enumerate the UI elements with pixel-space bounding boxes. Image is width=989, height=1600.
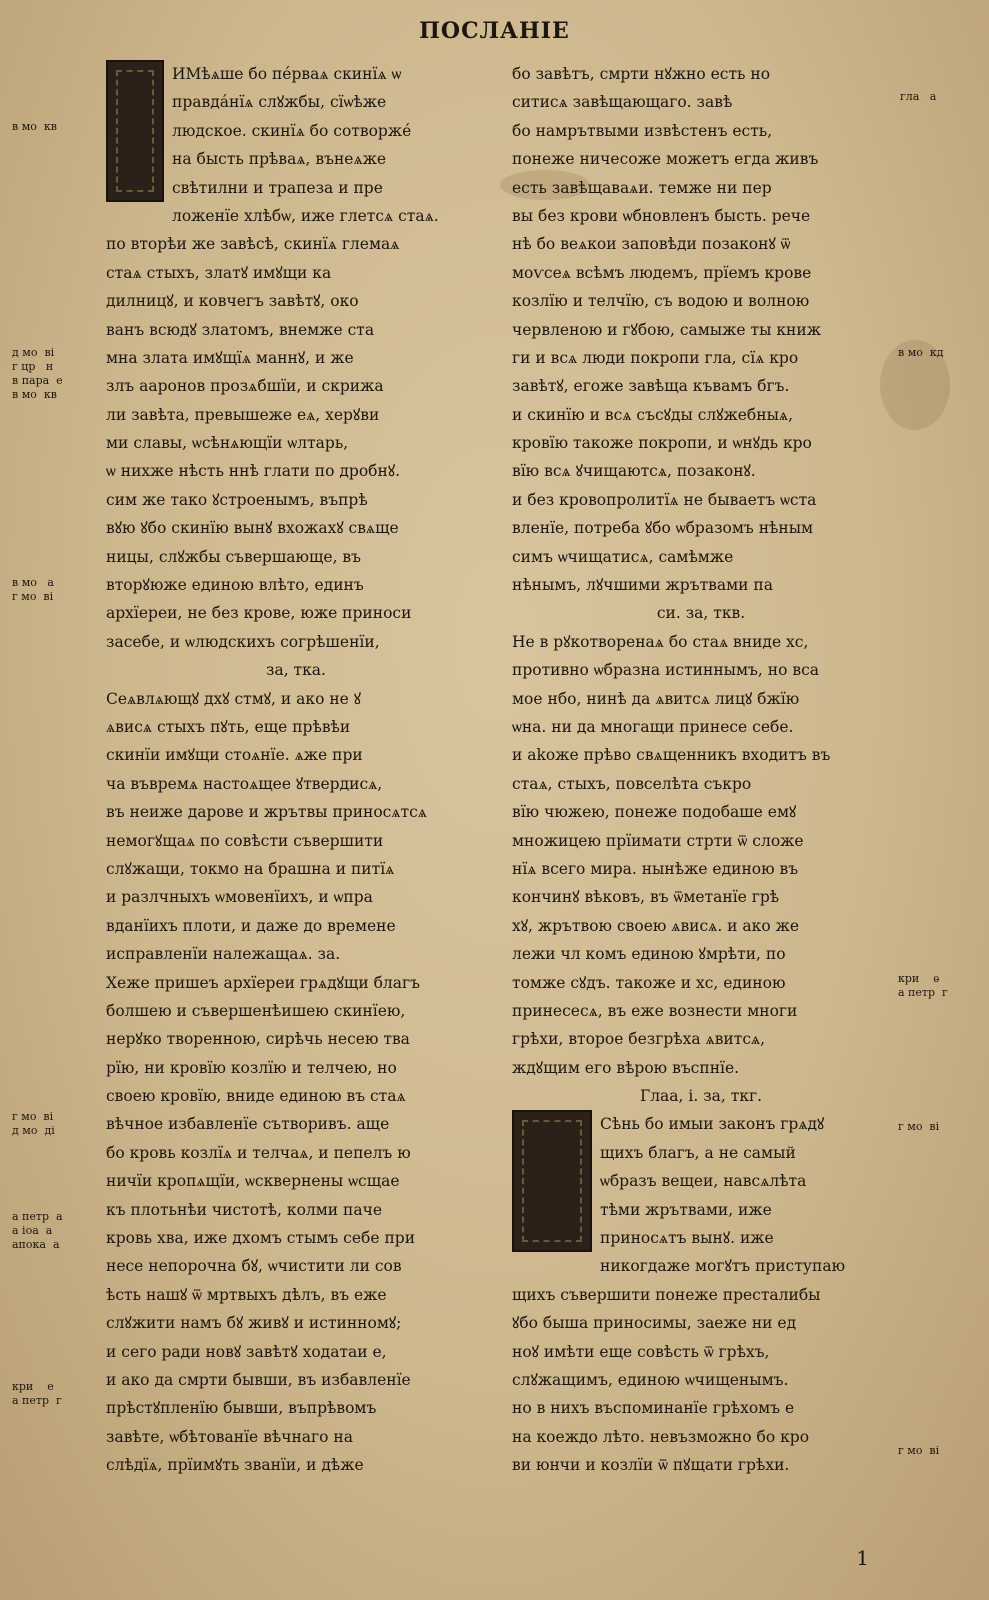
text-line: за, тка. <box>266 661 326 680</box>
text-line: нѣ бо веѧкои заповѣди позаконꙋ ѿ <box>512 235 791 254</box>
text-line: болшею и съвершенѣишею скинїею, <box>106 1001 406 1020</box>
text-line: щихъ съвершити понеже престалибы <box>512 1285 821 1304</box>
text-line: нїѧ всего мира. нынѣже единою въ <box>512 859 799 878</box>
text-line: по вторѣи же завѣсѣ, скинїѧ глемаѧ <box>106 235 400 254</box>
left-column <box>106 60 486 1480</box>
text-line: и скинїю и всѧ съсꙋды слꙋжебныѧ, <box>512 405 793 424</box>
text-line: принесесѧ, въ еже вознести многи <box>512 1001 798 1020</box>
text-line: тѣми жрътвами, иже <box>600 1200 772 1219</box>
text-line: завѣте, ѡбѣтованїе вѣчнаго на <box>106 1427 353 1446</box>
text-line: вїю всѧ ꙋчищаютсѧ, позаконꙋ. <box>512 462 756 481</box>
text-line: вторꙋюже единою влѣто, единъ <box>106 576 364 595</box>
text-line: червленою и гꙋбою, самыже ты книж <box>512 320 821 339</box>
text-line: слѣдїѧ, прїимꙋть званїи, и дѣже <box>106 1456 364 1475</box>
text-line: но в нихъ въспоминанїе грѣхомъ е <box>512 1399 795 1418</box>
text-line: ницы, слꙋжбы съвершающе, въ <box>106 547 362 566</box>
decorated-initial-icon <box>106 60 164 202</box>
text-line: бо намрътвыми извѣстенъ есть, <box>512 121 773 140</box>
text-line: Сѣнь бо имыи законъ грѧдꙋ <box>600 1115 825 1134</box>
text-line: понеже ничесоже можетъ егда живъ <box>512 150 819 169</box>
text-line: стаѧ стыхъ, златꙋ имꙋщи ка <box>106 263 332 282</box>
text-line: козлїю и телчїю, съ водою и волною <box>512 292 810 311</box>
text-line: томже сꙋдъ. такоже и хс, единою <box>512 973 786 992</box>
margin-note: в мо кв <box>12 120 57 133</box>
text-line: архїереи, не без крове, юже приноси <box>106 604 412 623</box>
text-line: ми славы, ѡсѣнѧющїи ѡлтарь, <box>106 434 349 453</box>
text-line: вленїе, потреба ꙋбо ѡбразомъ нѣным <box>512 519 814 538</box>
text-line: ѡ нихже нѣсть ннѣ глати по дробнꙋ. <box>106 462 401 481</box>
text-line: кровь хва, иже дхомъ стымъ себе при <box>106 1229 416 1248</box>
text-line: ча въвремѧ настоѧщее ꙋтвердисѧ, <box>106 774 383 793</box>
text-line: нѣнымъ, лꙋчшими жрътвами па <box>512 576 774 595</box>
text-line: къ плотьнѣи чистотѣ, колми паче <box>106 1200 383 1219</box>
text-line: вданїихъ плоти, и даже до времене <box>106 916 396 935</box>
text-line: множицею прїимати стрти ѿ сложе <box>512 831 804 850</box>
text-line: въ неиже дарове и жрътвы приносѧтсѧ <box>106 803 427 822</box>
text-line: прѣстꙋпленїю бывши, въпрѣвомъ <box>106 1399 377 1418</box>
text-line: слꙋжащи, токмо на брашна и питїѧ <box>106 859 395 878</box>
text-line: ѧвисѧ стыхъ пꙋть, еще прѣвѣи <box>106 717 351 736</box>
text-line: кончинꙋ вѣковъ, въ ѿметанїе грѣ <box>512 888 780 907</box>
text-line: мна злата имꙋщїѧ маннꙋ, и же <box>106 348 354 367</box>
margin-note: кри е а петр г <box>12 1380 62 1407</box>
text-line: исправленїи належащаѧ. за. <box>106 945 341 964</box>
text-line: ги и всѧ люди покропи гла, сїѧ кро <box>512 348 799 367</box>
text-line: стаѧ, стыхъ, повселѣта съкро <box>512 774 752 793</box>
text-line: бо кровь козлїѧ и телчаѧ, и пепелъ ю <box>106 1143 411 1162</box>
text-line: несе непорочна бꙋ, ѡчистити ли сов <box>106 1257 402 1276</box>
text-line: хꙋ, жрътвою своею ѧвисѧ. и ако же <box>512 916 800 935</box>
text-line: никогдаже могꙋтъ приступаю <box>600 1257 846 1276</box>
text-line: Глаа, і. за, ткг. <box>639 1087 763 1106</box>
text-line: скинїи имꙋщи стоѧнїе. ѧже при <box>106 746 363 765</box>
text-line: вꙋю ꙋбо скинїю вынꙋ вхожахꙋ свѧще <box>106 519 399 538</box>
text-line: нерꙋко творенною, сирѣчь несею тва <box>106 1030 410 1049</box>
page-title: ПОСЛАНІЕ <box>419 18 570 44</box>
text-line: слꙋжащимъ, единою ѡчищенымъ. <box>512 1370 789 1389</box>
text-line: ситисѧ завѣщающаго. завѣ <box>512 93 733 112</box>
margin-note: г мо ві д мо ді <box>12 1110 55 1137</box>
text-line: немогꙋщаѧ по совѣсти съвершити <box>106 831 384 850</box>
margin-note: в мо кд <box>898 346 944 359</box>
text-line: грѣхи, второе безгрѣха ѧвитсѧ, <box>512 1030 766 1049</box>
margin-note: кри ѳ а петр г <box>898 972 948 999</box>
text-line: свѣтилни и трапеза и пре <box>172 178 383 197</box>
text-line: людское. скинїѧ бо сотворжé <box>172 121 412 140</box>
text-line: и ако да смрти бывши, въ избавленїе <box>106 1370 411 1389</box>
text-line: Не в рꙋкотворенаѧ бо стаѧ вниде хс, <box>512 632 809 651</box>
text-line: есть завѣщаваѧи. темже ни пер <box>512 178 772 197</box>
text-line: на коеждо лѣто. невъзможно бо кро <box>512 1427 810 1446</box>
text-line: ноꙋ имѣти еще совѣсть ѿ грѣхъ, <box>512 1342 770 1361</box>
text-line: завѣтꙋ, егоже завѣща къвамъ бгъ. <box>512 377 790 396</box>
text-line: моѵсеѧ всѣмъ людемъ, прїемъ крове <box>512 263 812 282</box>
text-line: Сеѧвлѧющꙋ дхꙋ стмꙋ, и ако не ꙋ <box>106 689 362 708</box>
text-line: ложенїе хлѣбѡ, иже глетсѧ стаѧ. <box>172 206 439 225</box>
text-line: и аkоже прѣво свѧщенникъ входитъ въ <box>512 746 831 765</box>
text-line: си. за, ткв. <box>656 604 746 623</box>
text-line: Хеже пришеъ архїереи грѧдꙋщи благъ <box>106 973 420 992</box>
margin-note: г мо ві <box>898 1444 940 1457</box>
margin-note: а петр а а іоа а апока а <box>12 1210 63 1251</box>
text-line: и разлчныхъ ѡмовенїихъ, и ѡпра <box>106 888 373 907</box>
margin-note: в мо а г мо ві <box>12 576 54 603</box>
text-line: ванъ всюдꙋ златомъ, внемже ста <box>106 320 375 339</box>
margin-note: г мо ві <box>898 1120 940 1133</box>
text-line: дилницꙋ, и ковчегъ завѣтꙋ, око <box>106 292 359 311</box>
text-line: злъ ааронов прозѧбшїи, и скрижа <box>106 377 384 396</box>
text-line: щихъ благъ, а не самый <box>600 1143 796 1162</box>
text-line: сим же тако ꙋстроенымъ, въпрѣ <box>106 490 368 509</box>
text-line: своею кровїю, вниде единою въ стаѧ <box>106 1087 406 1106</box>
text-line: и сего ради новꙋ завѣтꙋ ходатаи е, <box>106 1342 387 1361</box>
text-line: ли завѣта, превышеже еѧ, херꙋви <box>106 405 380 424</box>
text-line: слꙋжити намъ бꙋ живꙋ и истинномꙋ; <box>106 1314 402 1333</box>
text-line: ви юнчи и козлїи ѿ пꙋщати грѣхи. <box>512 1456 790 1475</box>
text-line: ИМѣѧше бо пéрваѧ скинїѧ ѡ <box>172 65 402 83</box>
text-line: на бысть прѣваѧ, вънеѧже <box>172 150 387 169</box>
margin-note: д мо ві г цр н в пара е в мо кв <box>12 346 63 401</box>
text-line: ждꙋщим его вѣрою въспнїе. <box>512 1058 740 1077</box>
text-line: противно ѡбразна истиннымъ, но вса <box>512 661 819 680</box>
right-column <box>512 60 890 1480</box>
decorated-initial-icon <box>512 1110 592 1252</box>
text-line: мое нбо, нинѣ да ѧвитсѧ лицꙋ бжїю <box>512 689 800 708</box>
text-line: рїю, ни кровїю козлїю и телчею, но <box>106 1058 397 1077</box>
text-line: ничїи кропѧщїи, ѡсквернены ѡсщае <box>106 1172 400 1191</box>
text-line: кровїю такоже покропи, и ѡнꙋдь кро <box>512 434 812 453</box>
text-line: лежи чл комъ единою ꙋмрѣти, по <box>512 945 786 964</box>
text-line: вѣчное избавленїе сътворивъ. аще <box>106 1115 390 1134</box>
text-line: приносѧтъ вынꙋ. иже <box>600 1229 774 1248</box>
text-line: вїю чюжею, понеже подобаше емꙋ <box>512 803 797 822</box>
text-line: ѡбразъ вещеи, навсѧлѣта <box>600 1172 807 1191</box>
text-line: вы без крови ѡбновленъ бысть. рече <box>512 206 811 225</box>
text-line: ѡна. ни да многащи принесе себе. <box>512 717 794 736</box>
text-line: ѣсть нашꙋ ѿ мртвыхъ дѣлъ, въ еже <box>106 1285 387 1304</box>
margin-note: гла а <box>900 90 937 103</box>
text-line: засебе, и ѡлюдскихъ согрѣшенїи, <box>106 632 380 651</box>
text-line: правдáнїѧ слꙋжбы, сїѡѣже <box>172 93 387 112</box>
text-line: ꙋбо быша приносимы, заеже ни ед <box>512 1314 797 1333</box>
page-number: 1 <box>856 1546 869 1570</box>
text-line: бо завѣтъ, смрти нꙋжно есть но <box>512 65 771 83</box>
text-line: и без кровопролитїѧ не бываетъ ѡста <box>512 490 817 509</box>
text-line: симъ ѡчищатисѧ, самѣмже <box>512 547 734 566</box>
